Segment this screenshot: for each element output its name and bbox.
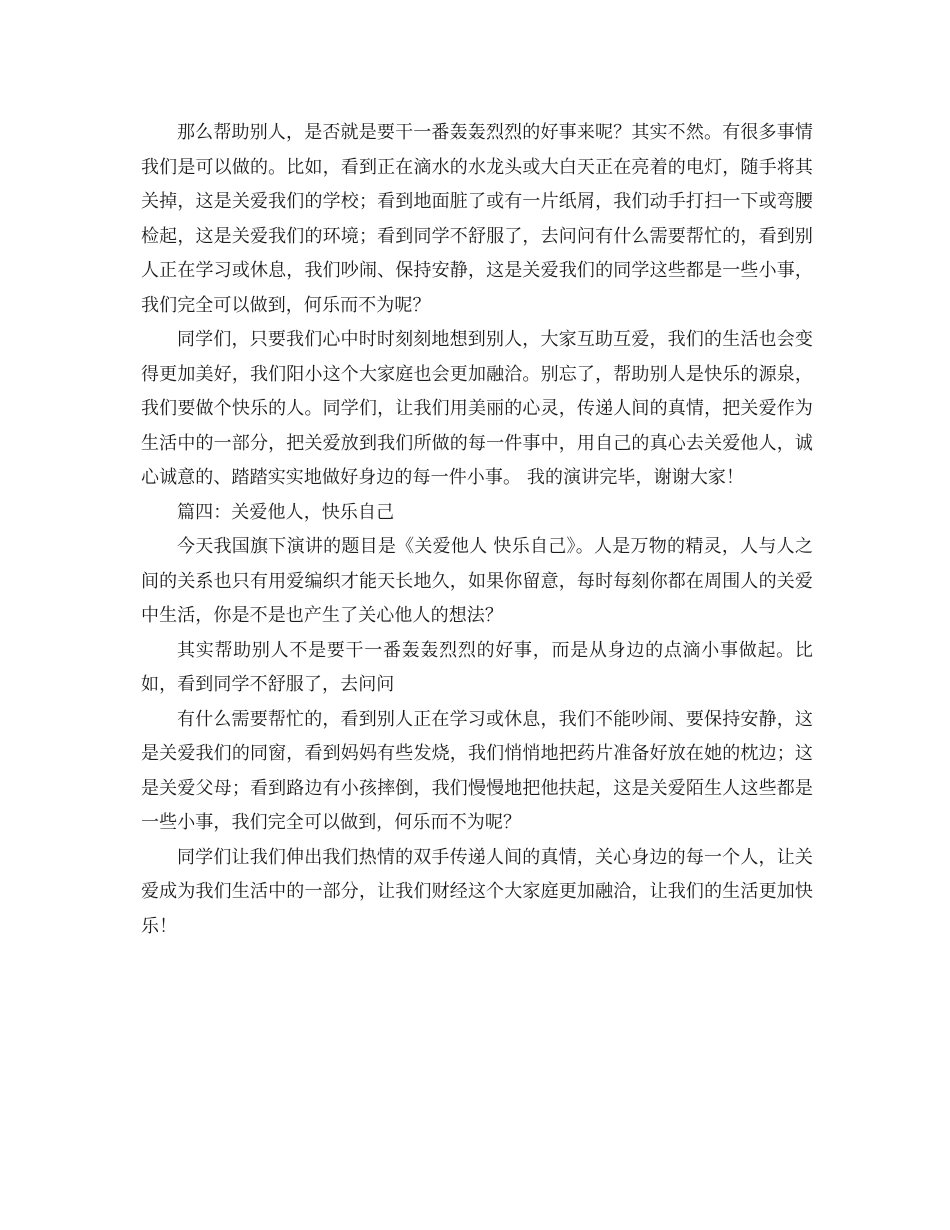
paragraph: 同学们让我们伸出我们热情的双手传递人间的真情，关心身边的每一个人，让关爱成为我们生活中的一部分，让我们财经这个大家庭更加融洽，让我们的生活更加快乐！ [141, 846, 813, 937]
paragraph: 今天我国旗下演讲的题目是《关爱他人 快乐自己》。人是万物的精灵，人与人之间的关系也只有用爱编织才能天长地久，如果你留意，每时每刻你都在周围人的关爱中生活，你是不是也产生了关心他人的想法？ [141, 536, 813, 626]
paragraph: 其实帮助别人不是要干一番轰轰烈烈的好事，而是从身边的点滴小事做起。比如，看到同学不舒服了，去问问 [141, 639, 813, 695]
section-heading: 篇四：关爱他人，快乐自己 [177, 501, 395, 523]
paragraph: 同学们，只要我们心中时时刻刻地想到别人，大家互助互爱，我们的生活也会变得更加美好，我们阳小这个大家庭也会更加融洽。别忘了，帮助别人是快乐的源泉，我们要做个快乐的人。同学们，让我们用美丽的心灵，传递人间的真情，把关爱作为生活中的一部分，把关爱放到我们所做的每一件事中，用自己的真心去关爱他人，诚心诚意的、踏踏实实地做好身边的每一件小事。 我的演讲完毕，谢谢大家！ [141, 329, 813, 488]
paragraph: 那么帮助别人，是否就是要干一番轰轰烈烈的好事来呢？其实不然。有很多事情我们是可以做的。比如，看到正在滴水的水龙头或大白天正在亮着的电灯，随手将其关掉，这是关爱我们的学校；看到地面脏了或有一片纸屑，我们动手打扫一下或弯腰检起，这是关爱我们的环境；看到同学不舒服了，去问问有什么需要帮忙的，看到别人正在学习或休息，我们吵闹、保持安静，这是关爱我们的同学这些都是一些小事，我们完全可以做到，何乐而不为呢？ [141, 122, 813, 316]
document-body [141, 116, 813, 944]
paragraph: 有什么需要帮忙的，看到别人正在学习或休息，我们不能吵闹、要保持安静，这是关爱我们的同窗，看到妈妈有些发烧，我们悄悄地把药片准备好放在她的枕边；这是关爱父母；看到路边有小孩摔倒，我们慢慢地把他扶起，这是关爱陌生人这些都是一些小事，我们完全可以做到，何乐而不为呢？ [141, 708, 813, 833]
